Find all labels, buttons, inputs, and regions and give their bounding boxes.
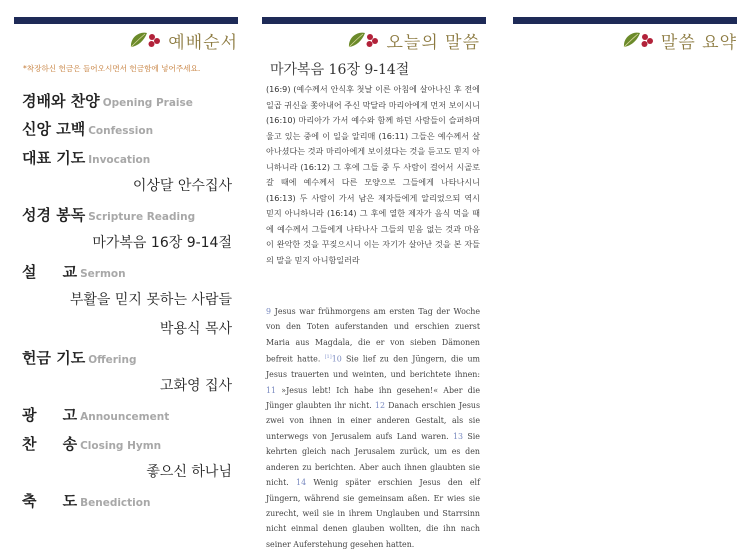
leaf-berry-icon — [128, 29, 164, 51]
panel-header — [128, 28, 238, 52]
panel-title: 예배순서 — [168, 32, 238, 53]
worship-item — [22, 147, 150, 168]
worship-item — [22, 490, 150, 511]
verse-number: 13 — [453, 431, 464, 441]
item-value: 마가복음 16장 9-14절 — [92, 235, 232, 251]
verse-number: 10 — [331, 354, 342, 364]
leaf-berry-icon — [346, 29, 382, 51]
item-english: Benediction — [80, 497, 151, 509]
verse-number: 11 — [266, 385, 277, 395]
item-korean: 설 교 — [22, 263, 78, 281]
item-english: Invocation — [88, 154, 151, 166]
verse-text: Jesus war frühmorgens am ersten Tag der Woche von den Toten auferstanden und erschien zuerst Maria aus Magdala, die er von sieben Dämonen befreit hatte. — [266, 307, 480, 364]
worship-item — [22, 90, 193, 111]
sermon-summary-panel — [513, 0, 737, 530]
verse-number: 14 — [296, 478, 307, 488]
item-english: Sermon — [80, 268, 126, 280]
item-english: Opening Praise — [102, 97, 193, 109]
item-korean: 광 고 — [22, 406, 78, 424]
item-english: Offering — [88, 354, 137, 366]
panel-title: 오늘의 말씀 — [386, 32, 480, 53]
verse-number: 12 — [374, 401, 385, 411]
item-english: Scripture Reading — [88, 211, 196, 223]
panel-header — [621, 28, 737, 52]
offering-notice: *착장하신 헌금은 들어오시면서 헌금함에 넣어주세요. — [23, 64, 201, 73]
preacher-name: 박용식 목사 — [159, 321, 232, 337]
panel-header — [346, 28, 480, 52]
leaf-berry-icon — [621, 29, 657, 51]
item-korean: 축 도 — [22, 492, 78, 510]
item-korean: 성경 봉독 — [22, 206, 86, 224]
item-english: Announcement — [80, 411, 170, 423]
item-korean: 헌금 기도 — [22, 349, 86, 367]
item-value: 좋으신 하나님 — [146, 464, 232, 480]
footnote-marker: [1] — [324, 354, 332, 361]
verse-text: »Jesus lebt! Ich habe ihn gesehen!« Aber die Jünger glaubten ihr nicht. — [266, 385, 480, 411]
panel-top-bar — [262, 17, 486, 24]
item-value: 고화영 집사 — [159, 378, 232, 394]
item-korean: 찬 송 — [22, 435, 78, 453]
scripture-reference: 마가복음 16장 9-14절 — [270, 62, 410, 78]
panel-top-bar — [513, 17, 737, 24]
item-korean: 신앙 고백 — [22, 120, 86, 138]
todays-word-panel — [262, 0, 486, 549]
verse-number: 9 — [266, 307, 272, 316]
korean-scripture-text: (16:9) (예수께서 안식후 첫날 이른 아침에 살아나신 후 전에 일곱 귀신을 쫓아내어 주신 막달라 마리아에게 먼저 보이시니 (16:10) 마리아가 가서 예수와 함께 하던 사람들이 슬퍼하며 울고 있는 중에 이 일을 알리매 (16:11) 그들은 예수께서 살아나셨다는 것과 마리아에게 보이셨다는 것을 듣고도 믿지 아니하니라 (16:12) 그 후에 그들 중 두 사람이 걸어서 시골로 갈 때에 예수께서 다른 모양으로 그들에게 나타나시니 (16:13) 두 사람이 가서 남은 제자들에게 알리었으되 역시 믿지 아니하니라 (16:14) 그 후에 열한 제자가 음식 먹을 때에 예수께서 그들에게 나타나사 그들의 믿음 없는 것과 마음이 완악한 것을 꾸짖으시니 이는 자기가 살아난 것을 본 자들의 말을 믿지 아니함일러라 — [266, 84, 480, 265]
verse-text: Sie lief zu den Jüngern, die um Jesus trauerten und weinten, und berichtete ihnen: — [266, 354, 481, 380]
panel-title: 말씀 요약 — [660, 32, 737, 53]
worship-item — [22, 261, 126, 282]
item-value: 이상달 안수집사 — [132, 178, 232, 194]
worship-item — [22, 433, 161, 454]
verse-text: Sie kehrten gleich nach Jerusalem zurück, um es den anderen zu berichten. Aber auch ihnen glaubten sie nicht. — [266, 431, 480, 488]
worship-item — [22, 404, 169, 425]
sermon-title: 부활을 믿지 못하는 사람들 — [69, 292, 232, 308]
worship-item — [22, 118, 153, 139]
verse-text: Wenig später erschien Jesus den elf Jüngern, während sie gemeinsam aßen. Er wies sie zurecht, weil sie in ihrem Unglauben und Starrsinn nicht einmal denen glauben wollten, die ihn nach seiner Auferstehung gesehen hatten. — [266, 478, 480, 549]
german-scripture-text — [266, 304, 480, 552]
item-english: Confession — [88, 125, 154, 137]
worship-item — [22, 347, 137, 368]
panel-top-bar — [14, 17, 238, 24]
worship-item — [22, 204, 195, 225]
item-english: Closing Hymn — [80, 440, 162, 452]
item-korean: 대표 기도 — [22, 149, 86, 167]
order-of-worship-panel — [14, 0, 238, 530]
item-korean: 경배와 찬양 — [22, 92, 100, 110]
verse-text: Danach erschien Jesus zwei von ihnen in einer anderen Gestalt, als sie unterwegs von Jerusalem aufs Land waren. — [266, 401, 481, 441]
